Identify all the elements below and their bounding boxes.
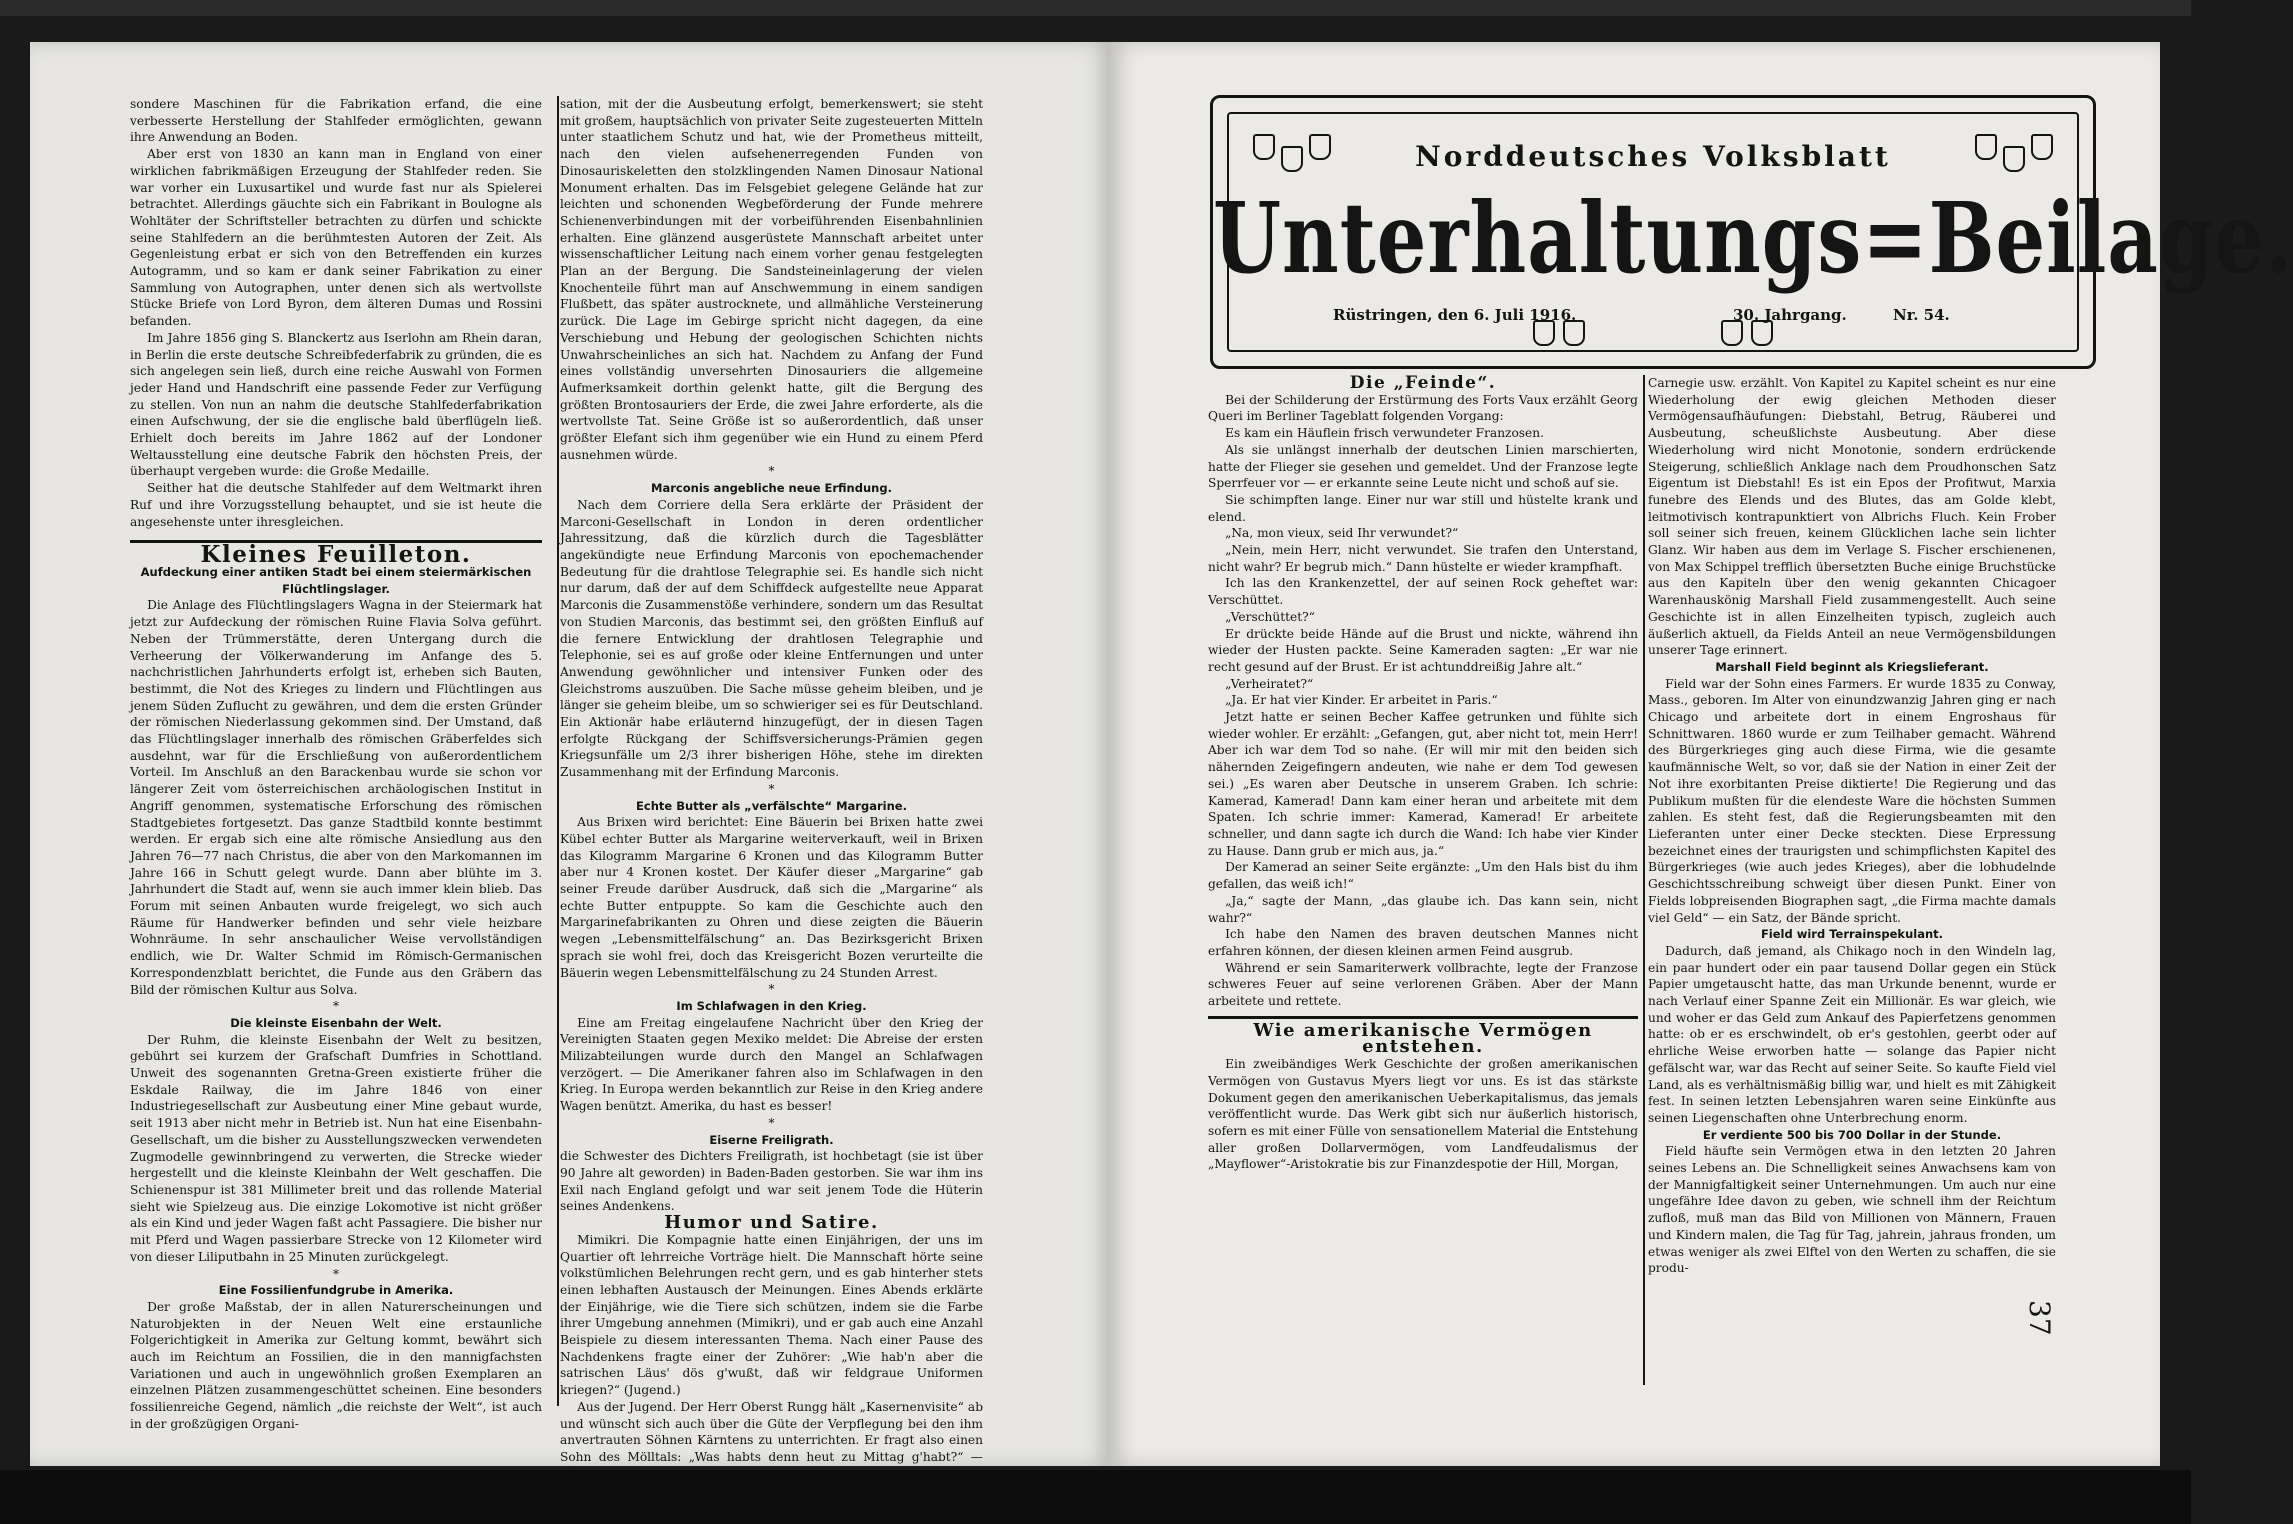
- separator-star: *: [333, 999, 339, 1014]
- paragraph: Aus der Jugend. Der Herr Oberst Rungg hält „Kasernenvisite“ ab und wünscht sich auch über die Güte der Verpflegung bei den ihm anvertrauten Söhnen Kärntens zu unterrichten. Er fragt also einen Sohn des Mölltals: „Was habts denn heut zu Mittag g'habt?“ —: [560, 1399, 983, 1464]
- article-heading: Echte Butter als „verfälschte“ Margarine.: [636, 798, 907, 813]
- masthead-volume: 30. Jahrgang.: [1733, 306, 1847, 324]
- paragraph: „Verschüttet?“: [1225, 609, 1315, 624]
- article-heading: Field wird Terrainspekulant.: [1760, 927, 1944, 942]
- column-divider: [557, 96, 559, 1406]
- paragraph: Ich habe den Namen des braven deutschen Mannes nicht erfahren können, der diesen kleinen armen Feind ausgrub.: [1208, 927, 1638, 958]
- paragraph: Aber erst von 1830 an kann man in England von einer wirklichen fabrikmäßigen Erzeugung der Stahlfeder reden. Sie war vorher ein Luxusartikel und wurde fast nur als Spielerei betrachtet. Allerdings gäuchte sich ein Fabrikant in Boulogne als Wohltäter der Schriftsteller betrachten zu dürfen und schickte seine Stahlfedern an die berühmtesten Autoren der Zeit. Als Gegenleistung erbat er sich von den Betreffenden ein kurzes Autogramm, und so kam er dank seiner Fabrikation zu einer Sammlung von Autographen, unter denen sich als wertvollste Stücke Briefe von Lord Byron, dem älteren Dumas und Rossini befanden.: [130, 147, 542, 329]
- paragraph: Als sie unlängst innerhalb der deutschen Linien marschierten, hatte der Flieger sie gesehen und gemeldet. Und der Franzose legte Sperrfeuer vor — er erkannte seine Leute nicht und schoß auf sie.: [1208, 442, 1638, 491]
- paragraph: Nach dem Corriere della Sera erklärte der Präsident der Marconi-Gesellschaft in London in deren ordentlicher Jahressitzung, daß die kürzlich durch die Tagesblätter angekündigte neue Erfindung Marconis von epochemachender Bedeutung für die drahtlose Telegraphie sei. Es handle sich nicht nur darum, daß der auf dem Schiffdeck aufgestellte neue Apparat Marconis die Zusammenstöße verhindere, sondern um das Resultat von Studien Marconis, das bestimmt sei, den größten Einfluß auf die fernere Entwicklung der drahtlosen Telegraphie und Telephonie, sei es auf große oder kleine Entfernungen und unter Anwendung gewöhnlicher und intensiver Funken oder des Gleichstroms auszuüben. Die Sache müsse geheim bleiben, und je länger sie geheim bleibe, um so schwieriger sei es für Deutschland. Ein Aktionär habe erläuternd hinzugefügt, der in diesen Tagen erfolgte Rückgang der Schiffsversicherungs-Prämien gegen Kriegsunfälle um 2/3 ihrer bisherigen Höhe, stehe im direkten Zusammenhang mit der Erfindung Marconis.: [560, 497, 983, 780]
- paragraph: Während er sein Samariterwerk vollbrachte, legte der Franzose schweres Feuer auf seine verlorenen Gräben. Aber der Mann arbeitete und rettete.: [1208, 960, 1638, 1009]
- paragraph: Ein zweibändiges Werk Geschichte der großen amerikanischen Vermögen von Gustavus Myers liegt vor uns. Es ist das stärkste Dokument gegen den amerikanischen Ueberkapitalismus, das jemals veröffentlicht wurde. Das Werk gibt sich nur äußerlich historisch, sofern es mit einer Fülle von sensationellem Material die Entstehung aller großen Dollarvermögen, vom Landfeudalismus der „Mayflower“-Aristokratie bis zur Finanzdespotie der Hill, Morgan,: [1208, 1057, 1638, 1172]
- article-heading: Marshall Field beginnt als Kriegslieferant.: [1715, 659, 1989, 674]
- article-heading: Marconis angebliche neue Erfindung.: [651, 481, 892, 496]
- masthead-title: Unterhaltungs=Beilage.: [1213, 182, 2293, 296]
- paragraph: Es kam ein Häuflein frisch verwundeter Franzosen.: [1225, 426, 1544, 441]
- right-column-1: [1208, 375, 1638, 1445]
- masthead-frame: [1210, 95, 2293, 369]
- left-column-1: [130, 96, 542, 1441]
- paragraph: Der Ruhm, die kleinste Eisenbahn der Welt zu besitzen, gebührt sei kurzem der Grafschaft Dumfries in Schottland. Unweit des sogenannten Gretna-Green existierte früher die Eskdale Railway, die im Jahre 1846 von einer Industriegesellschaft zur Ausbeutung einer Mine gebaut wurde, seit 1913 aber nicht mehr in Betrieb ist. Nun hat eine Eisenbahn-Gesellschaft, um die bisher zu Ausstellungszwecken verwendeten Zugmodelle gewinnbringend zu verwerten, die Strecke wieder hergestellt und die kleinste Kleinbahn der Welt geschaffen. Die Schienenspur ist 381 Millimeter breit und das rollende Material sieht wie Spielzeug aus. Die einzige Lokomotive ist nicht größer als ein Kind und jeder Wagen faßt acht Passagiere. Die bisher nur mit Pferd und Wagen passierbare Strecke von 12 Kilometer wird von dieser Liliputbahn in 25 Minuten zurückgelegt.: [130, 1032, 542, 1264]
- masthead-supertitle: Norddeutsches Volksblatt: [1415, 140, 1891, 173]
- paragraph: Seither hat die deutsche Stahlfeder auf dem Weltmarkt ihren Ruf und ihre Vorzugsstellung behauptet, und sie ist heute die angesehenste unter ihresgleichen.: [130, 481, 542, 529]
- paragraph: Jetzt hatte er seinen Becher Kaffee getrunken und fühlte sich wieder wohler. Er erzählt: „Gefangen, gut, aber nicht tot, mein Herr! Aber ich war dem Tod so nahe. (Er will mir mit den beiden sich nähernden Zeigefingern andeuten, wie nahe er dem Tod gewesen sei.) „Es waren aber Deutsche in unserem Graben. Ich schrie: Kamerad, Kamerad! Dann kam einer heran und arbeitete mit dem Spaten. Ich schrie immer: Kamerad, Kamerad! Er arbeitete schneller, und dann sagte ich durch die Wand: Ich habe vier Kinder zu Hause. Dann grub er mich aus, ja.“: [1208, 710, 1638, 858]
- paragraph: „Nein, mein Herr, nicht verwundet. Sie trafen den Unterstand, nicht wahr? Er begrub mich.“ Dann hüstelte er wieder krampfhaft.: [1208, 543, 1638, 574]
- separator-star: *: [333, 1266, 339, 1281]
- separator-star: *: [768, 781, 775, 796]
- article-heading: Er verdiente 500 bis 700 Dollar in der Stunde.: [1702, 1127, 2002, 1142]
- masthead-place-date: Rüstringen, den 6. Juli 1916.: [1333, 306, 1577, 324]
- paragraph: Im Jahre 1856 ging S. Blanckertz aus Iserlohn am Rhein daran, in Berlin die erste deutsche Schreibfederfabrik zu gründen, die es sich angelegen sein ließ, durch eine reiche Auswahl von Formen jeder Hand und Handschrift eine passende Feder zur Verfügung zu stellen. Von nun an nahm die deutsche Stahlfederfabrikation einen Aufschwung, der sie die englische bald überflügeln ließ. Erhielt doch bereits im Jahre 1862 auf der Londoner Weltausstellung eine deutsche Fabrik den höchsten Preis, der überhaupt vergeben wurde: die Große Medaille.: [130, 330, 542, 479]
- paragraph: Mimikri. Die Kompagnie hatte einen Einjährigen, der uns im Quartier oft lehrreiche Vorträge hielt. Die Mannschaft hörte seine volkstümlichen Belehrungen recht gern, und es gab hinterher stets einen lebhaften Austausch der Meinungen. Eines Abends erklärte der Einjährige, wie die Tiere sich schützen, indem sie die Farbe ihrer Umgebung annehmen (Mimikri), und er gab auch eine Anzahl Beispiele zu diesem interessanten Thema. Nach einer Pause des Nachdenkens fragte einer der Zuhörer: „Wie hab'n aber die satrischen Läus' dös g'wußt, daß wir feldgraue Uniformen kriegen?“ (Jugend.): [560, 1232, 983, 1398]
- right-column-2: [1648, 375, 2056, 1445]
- paragraph: Carnegie usw. erzählt. Von Kapitel zu Kapitel scheint es nur eine Wiederholung der ewig gleichen Methoden dieser Vermögensaufhäufungen: Diebstahl, Betrug, Räuberei und Ausbeutung, scheußlichste Ausbeutung. Aber diese Wiederholung wird nicht Monotonie, sondern erdrückende Steigerung, schließlich Anklage nach dem Proudhonschen Satz Eigentum ist Diebstahl! Es ist ein Epos der Profitwut, Marxia funebre des Elends und des Blutes, das am Golde klebt, leitmotivisch kontrapunktiert von Albrichs Fluch. Kein Frober soll seiner sich freuen, keinem Glücklichen lache sein lichter Glanz. Wir haben aus dem im Verlage S. Fischer erschienenen, von Max Schippel trefflich übersetzten Buche einige Bruchstücke aus den Kapiteln über den wenig gekannten Chicagoer Warenhauskönig Marshall Field zusammengestellt. Auch seine Geschichte ist in allen Einzelheiten typisch, zugleich auch äußerlich aktuell, da Fields Anteil an neue Vermögensbildungen unserer Tage erinnert.: [1648, 376, 2056, 658]
- paragraph: „Verheiratet?“: [1225, 676, 1314, 691]
- separator-star: *: [768, 464, 775, 479]
- scan-top-border: [0, 0, 2191, 16]
- humor-title: Humor und Satire.: [664, 1212, 879, 1234]
- paragraph: „Ja. Er hat vier Kinder. Er arbeitet in Paris.“: [1225, 693, 1498, 708]
- paragraph: Sie schimpften lange. Einer nur war still und hüstelte krank und elend.: [1208, 492, 1638, 524]
- paragraph: Der Kamerad an seiner Seite ergänzte: „Um den Hals bist du ihm gefallen, das weiß ich!“: [1208, 860, 1638, 892]
- article-heading: Eine Fossilienfundgrube in Amerika.: [218, 1283, 454, 1298]
- paragraph: „Na, mon vieux, seid Ihr verwundet?“: [1225, 526, 1459, 541]
- paragraph: „Ja,“ sagte der Mann, „das glaube ich. Das kann sein, nicht wahr?“: [1208, 893, 1638, 925]
- paragraph: Ich las den Krankenzettel, der auf seinen Rock geheftet war: Verschüttet.: [1208, 576, 1638, 608]
- paragraph: sation, mit der die Ausbeutung erfolgt, bemerkenswert; sie steht mit großem, hauptsächlich von privater Seite zugesteuerten Mitteln unter staatlichem Schutz und hat, wie der Prometheus mitteilt, nach den vielen aufsehenerregenden Funden von Dinosauriskeletten den stolzklingenden Namen Dinosaur National Monument erhalten. Das im Felsgebiet gelegene Gelände hat zur leichten und schonenden Wegbeförderung der Funde mehrere Schienenverbindungen mit der vorbeiführenden Eisenbahnlinien erhalten. Eine glänzend ausgerüstete Mannschaft arbeitet unter wissenschaftlicher Leitung nach einem vorher genau festgelegten Plan an der Bergung. Die Sandsteineinlagerung der vielen Knochenteile führt man auf Anschwemmung in einem sandigen Flußbett, das später austrocknete, und allmähliche Versteinerung zurück. Die Lage im Gebirge spricht nicht dagegen, da eine Verschiebung und Hebung der geologischen Schichten nichts Unwahrscheinliches an sich hat. Nachdem zu Anfang der Fund eines vollständig unversehrten Dinosauriers die allgemeine Aufmerksamkeit dorthin gelenkt hatte, gilt die Bergung des größten Brontosauriers der Erde, die zwei Jahre erforderte, als die wertvollste Tat. Seine Größe ist so außerordentlich, daß unser größter Elefant sich ihm gegenüber wie ein Hund zu einem Pferd ausnehmen würde.: [560, 97, 983, 462]
- paragraph: Aus Brixen wird berichtet: Eine Bäuerin bei Brixen hatte zwei Kübel echter Butter als Margarine weiterverkauft, weil in Brixen das Kilogramm Margarine 6 Kronen und das Kilogramm Butter aber nur 4 Kronen kostet. Der Käufer dieser „Margarine“ gab seiner Freude darüber Ausdruck, daß sich die „Margarine“ als echte Butter entpuppte. So kam die Geschichte auch den Margarinefabrikanten zu Ohren und diese zeigten die Bäuerin wegen „Lebensmittelfälschung“ an. Das Bezirksgericht Brixen sprach sie wohl frei, doch das Kreisgericht Bozen verurteilte die Bäuerin wegen Lebensmittelfälschung zu 24 Stunden Arrest.: [560, 815, 983, 980]
- separator-star: *: [768, 982, 775, 997]
- separator-star: *: [768, 1115, 775, 1130]
- paragraph: Er drückte beide Hände auf die Brust und nickte, während ihn wieder der Husten packte. Seine Kameraden sagten: „Er war nie recht gesund auf der Brust. Er ist achtunddreißig Jahre alt.“: [1208, 626, 1638, 674]
- paragraph: Der große Maßstab, der in allen Naturerscheinungen und Naturobjekten in der Neuen Welt eine erstaunliche Folgerichtigkeit in Amerika zur Geltung kommt, bewährt sich auch im Reichtum an Fossilien, die in den mannigfachsten Variationen und auch in ungewöhnlich großen Exemplaren an einzelnen Plätzen zusammengeschüttet scheinen. Eine besonders fossilienreiche Gegend, nämlich „die reichste der Welt“, ist auch in der großzügigen Organi-: [130, 1299, 542, 1431]
- section-rule: [1208, 1016, 1638, 1019]
- page-number: 37: [2023, 1300, 2056, 1336]
- article-title: Wie amerikanische Vermögen entstehen.: [1253, 1019, 1593, 1058]
- feuilleton-title: Kleines Feuilleton.: [200, 541, 472, 569]
- scan-bottom-border: [0, 1470, 2191, 1524]
- column-divider: [1643, 375, 1645, 1385]
- paragraph: Bei der Schilderung der Erstürmung des Forts Vaux erzählt Georg Queri im Berliner Tageblatt folgenden Vorgang:: [1208, 392, 1638, 424]
- paragraph: Eine am Freitag eingelaufene Nachricht über den Krieg der Vereinigten Staaten gegen Mexiko meldet: Die Abreise der ersten Milizabteilungen wurde durch den Mangel an Schlafwagen verzögert. — Die Amerikaner fahren also im Schlafwagen in den Krieg. In Europa werden bekanntlich zur Reise in den Krieg andere Wagen benützt. Amerika, du hast es besser!: [560, 1015, 983, 1114]
- article-heading: Eiserne Freiligrath.: [709, 1132, 834, 1147]
- paragraph: die Schwester des Dichters Freiligrath, ist hochbetagt (sie ist über 90 Jahre alt geworden) in Baden-Baden gestorben. Sie war ihm ins Exil nach England gefolgt und war seit jenem Tode die Hüterin seines Andenkens.: [560, 1149, 983, 1214]
- paragraph: Field war der Sohn eines Farmers. Er wurde 1835 zu Conway, Mass., geboren. Im Alter von einundzwanzig Jahren ging er nach Chicago und arbeitete dort in einem Engroshaus für Schnittwaren. 1860 wurde er zum Teilhaber gemacht. Während des Bürgerkrieges ging auch diese Firma, wie die gesamte kaufmännische Welt, so vor, daß sie der Nation in einer Zeit der Not ihre exorbitanten Preise diktierte! Die Regierung und das Publikum mußten für die elendeste Ware die höchsten Summen zahlen. Es steht fest, daß die Regierungsbeamten mit den Lieferanten unter einer Decke steckten. Diese Erpressung bezeichnet eines der traurigsten und schimpflichsten Kapitel des Bürgerkrieges (wie auch jedes Krieges), aber die lobhudelnde Geschichtsschreibung schweigt über diesen Punkt. Einer von Fields lobpreisenden Biographen sagt, „die Firma machte damals viel Geld“ — ein Satz, der Bände spricht.: [1648, 676, 2056, 925]
- paragraph: Field häufte sein Vermögen etwa in den letzten 20 Jahren seines Lebens an. Die Schnelligkeit seines Anwachsens kam von der Mannigfaltigkeit seiner Unternehmungen. Um auch nur eine ungefähre Idee davon zu geben, wie schnell ihm der Reichtum zufloß, muß man das Bild von Millionen von Männern, Frauen und Kindern malen, die Tag für Tag, jahrein, jahraus fronden, um etwas weniger als zwei Elftel von den Werten zu schaffen, die sie produ-: [1648, 1144, 2056, 1276]
- paragraph: sondere Maschinen für die Fabrikation erfand, die eine verbesserte Herstellung der Stahlfeder ermöglichten, gewann ihre Anwendung an Boden.: [130, 97, 542, 145]
- article-heading: Im Schlafwagen in den Krieg.: [676, 998, 867, 1013]
- paragraph: Die Anlage des Flüchtlingslagers Wagna in der Steiermark hat jetzt zur Aufdeckung der römischen Ruine Flavia Solva geführt. Neben der Trümmerstätte, deren Untergang durch die Verheerung der Völkerwanderung im Anfange des 5. nachchristlichen Jahrhunderts erfolgt ist, erheben sich Bauten, bestimmt, die Not des Krieges zu lindern und Flüchtlingen aus jenem Süden Zuflucht zu gewähren, und dem die ersten Gründer der römischen Niederlassung gekommen sind. Der Umstand, daß das Flüchtlingslager innerhalb des römischen Gräberfeldes sich ausdehnt, war für die Erschließung von außerordentlichem Vorteil. Im Anschluß an den Barackenbau wurde sie schon vor längerer Zeit vom österreichischen archäologischen Institut in Angriff genommen, systematische Erforschung des römischen Stadtgebietes fortgesetzt. Das ganze Stadtbild konnte bestimmt werden. Er ergab sich eine alte römische Ansiedlung aus den Jahren 76—77 nach Christus, die aber von den Markomannen im Jahre 166 in Schutt gelegt wurde. Dann aber blühte im 3. Jahrhundert die Stadt auf, wenn sie auch immer klein blieb. Das Forum mit seinen Anbauten wurde freigelegt, wo sich auch Räume für Handwerker befinden und sehr viele heizbare Wohnräume. In sehr anschaulicher Weise vervollständigen endlich, wie Dr. Walter Schmid im Römisch-Germanischen Korrespondenzblatt berichtet, die Funde aus den Gräbern das Bild der römischen Kultur aus Solva.: [130, 598, 542, 997]
- paragraph: Dadurch, daß jemand, als Chikago noch in den Windeln lag, ein paar hundert oder ein paar tausend Dollar gegen ein Stück Papier umgetauscht hatte, das man Urkunde benennt, wurde er nach Verlauf einer Spanne Zeit ein Millionär. Es war gleich, wie und woher er das Geld zum Ankauf des Papierfetzens genommen hatte: ob er es erschwindelt, ob er's gestohlen, geerbt oder auf ehrliche Weise erworben hatte — solange das Papier nicht gefälscht war, war das Recht auf seiner Seite. So kaufte Field viel Land, als es verhältnismäßig billig war, und hielt es mit Zähigkeit fest. In seinen letzten Lebensjahren waren seine Einkünfte aus seinen Liegenschaften ohne Unterbrechung enorm.: [1648, 943, 2056, 1125]
- article-heading: Die kleinste Eisenbahn der Welt.: [230, 1015, 442, 1030]
- article-heading: Aufdeckung einer antiken Stadt bei einem steiermärkischen Flüchtlingslager.: [140, 564, 532, 596]
- masthead-number: Nr. 54.: [1893, 306, 1950, 324]
- left-column-2: [560, 96, 983, 1464]
- article-title: Die „Feinde“.: [1349, 373, 1497, 393]
